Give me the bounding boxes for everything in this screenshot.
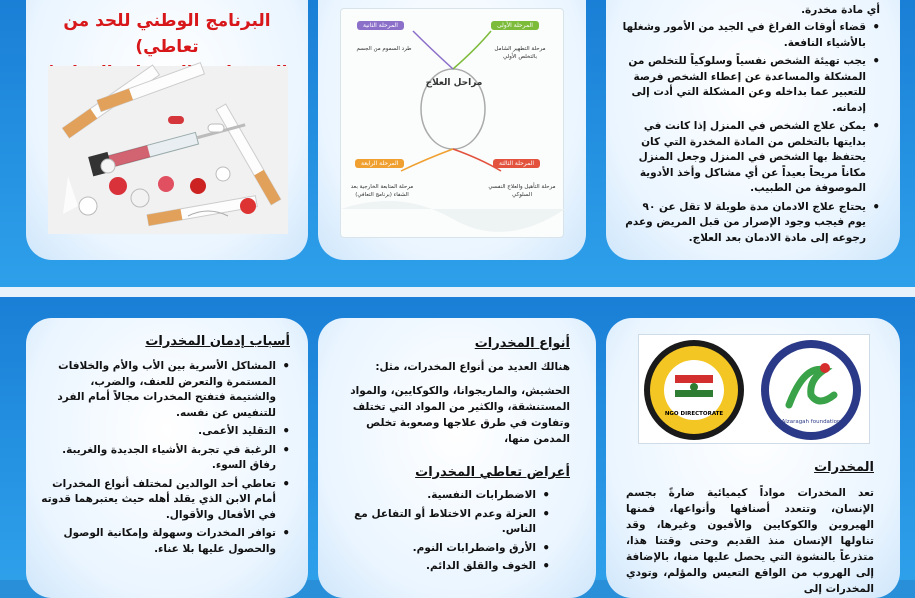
- treatment-stages-diagram: [340, 8, 564, 238]
- cause-item: • المشاكل الأسرية بين الأب والأم والخلافات المستمرة والتعرض للعنف، والضرب، والشتيمة فتفتح المخدرات مجالاً أمام الفرد للتنفيس عن نفسه.: [40, 359, 290, 421]
- causes-heading: أسباب إدمان المخدرات: [145, 334, 290, 349]
- alzaragah-foundation-logo: Alzaragah foundation: [781, 419, 841, 425]
- cause-item: • توافر المخدرات وسهولة وإمكانية الوصول والحصول عليها بلا عناء.: [40, 526, 290, 557]
- symptom-item: • العزلة وعدم الاختلاط أو التفاعل مع الناس.: [334, 507, 550, 538]
- cause-item: • تعاطي أحد الوالدين لمختلف أنواع المخدرات أمام الابن الذي يقلد أهله حيث يعتبرهما قدوته في الأفعال والأقوال.: [40, 477, 290, 524]
- tip-item: • يمكن علاج الشخص في المنزل إذا كانت في بدايتها بالتخلص من المادة المخدرة التي كان يحتفظ بها الشخص في المنزل وجعل المنزل مكاناً مريحاً بعيداً عن أي مشاكل وأخذ الأدوية الموصوفة من الطبيب.: [622, 119, 880, 197]
- panel-treatment-tips: [606, 0, 900, 260]
- page-divider: [0, 287, 915, 297]
- types-heading: أنواع المخدرات: [474, 336, 570, 351]
- cause-item: • التقليد الأعمى.: [40, 424, 290, 440]
- stage3-text: مرحلة التأهيل والعلاج النفسي السلوكي: [488, 184, 556, 198]
- panel-program-title: [26, 0, 308, 260]
- tip-item: • يحتاج علاج الادمان مدة طويلة لا تقل عن ٩٠ يوم فيجب وجود الإصرار من قبل المريض وعدم رجوعه إلى مادة الادمان بعد العلاج.: [622, 200, 880, 247]
- definition-paragraph: تعد المخدرات مواداً كيميائية ضارةً بجسم الإنسان، وتتعدد أصنافها وأنواعها، فمنها الهيروين والكوكايين والأفيون وغيرها، وقد تناولها الإنسان منذ القديم وحتى وقتنا هذا، متذرعاً بالنشوة التي يحصل عليها منها، بالإضافة إلى الهروب من الواقع التعيس والمؤلم، وتودي المخدرات إلى: [626, 487, 874, 595]
- stage1-label: المرحلة الأولى: [491, 21, 539, 30]
- drugs-photo: [48, 66, 288, 234]
- types-text: الحشيش، والماريجوانا، والكوكايين، والمواد المستنشقة، والكثير من المواد التي تختلف وتفاوت في طرق علاجها وصعوبة تخلص المدمن منها،: [350, 385, 570, 445]
- treatment-stages-center: مراحل العلاج: [425, 78, 483, 88]
- stage2-label: المرحلة الثانية: [357, 21, 404, 30]
- tips-lead: أي مادة مخدرة.: [801, 4, 880, 16]
- stage3-label: المرحلة الثالثة: [493, 159, 540, 168]
- symptom-item: • الخوف والقلق الدائم.: [334, 559, 550, 575]
- symptom-item: • الأرق واضطرابات النوم.: [334, 541, 550, 557]
- tip-item: • قضاء أوقات الفراغ في الجيد من الأمور وشغلها بالأشياء النافعة.: [622, 20, 880, 51]
- panel-addiction-causes: [26, 318, 308, 598]
- tip-item: • يجب تهيئة الشخص نفسياً وسلوكياً للتخلص من المشكلة والمساعدة عن إعطاء الشخص فرصة للتعبير عما بداخله وعن المشكلة التي أدت إلى إدمانه.: [622, 54, 880, 116]
- stage2-text: طرد السموم من الجسم: [356, 46, 412, 52]
- symptom-item: • الاضطرابات النفسية.: [334, 488, 550, 504]
- symptoms-heading: أعراض تعاطي المخدرات: [415, 465, 570, 480]
- stage4-label: المرحلة الرابعة: [355, 159, 404, 168]
- stage1-text: مرحلة التطهير الشامل بالتخلص الأولي: [494, 46, 546, 60]
- ngo-directorate-logo: NGO DIRECTORATE: [664, 411, 724, 417]
- definition-heading: المخدرات: [814, 460, 874, 475]
- stage4-text: مرحلة المتابعة الخارجية بعد الشفاء (برنامج التعافي): [350, 184, 414, 198]
- panel-treatment-stages: [318, 0, 586, 260]
- cause-item: • الرغبة في تجربة الأشياء الجديدة والغريبة. رفاق السوء.: [40, 443, 290, 474]
- panel-drug-types: [318, 318, 596, 598]
- panel-drugs-definition: [606, 318, 900, 598]
- program-title-line1: البرنامج الوطني للحد من تعاطي): [63, 11, 271, 57]
- types-intro: هنالك العديد من أنواع المخدرات، مثل:: [375, 361, 570, 373]
- logos-strip: [638, 334, 870, 444]
